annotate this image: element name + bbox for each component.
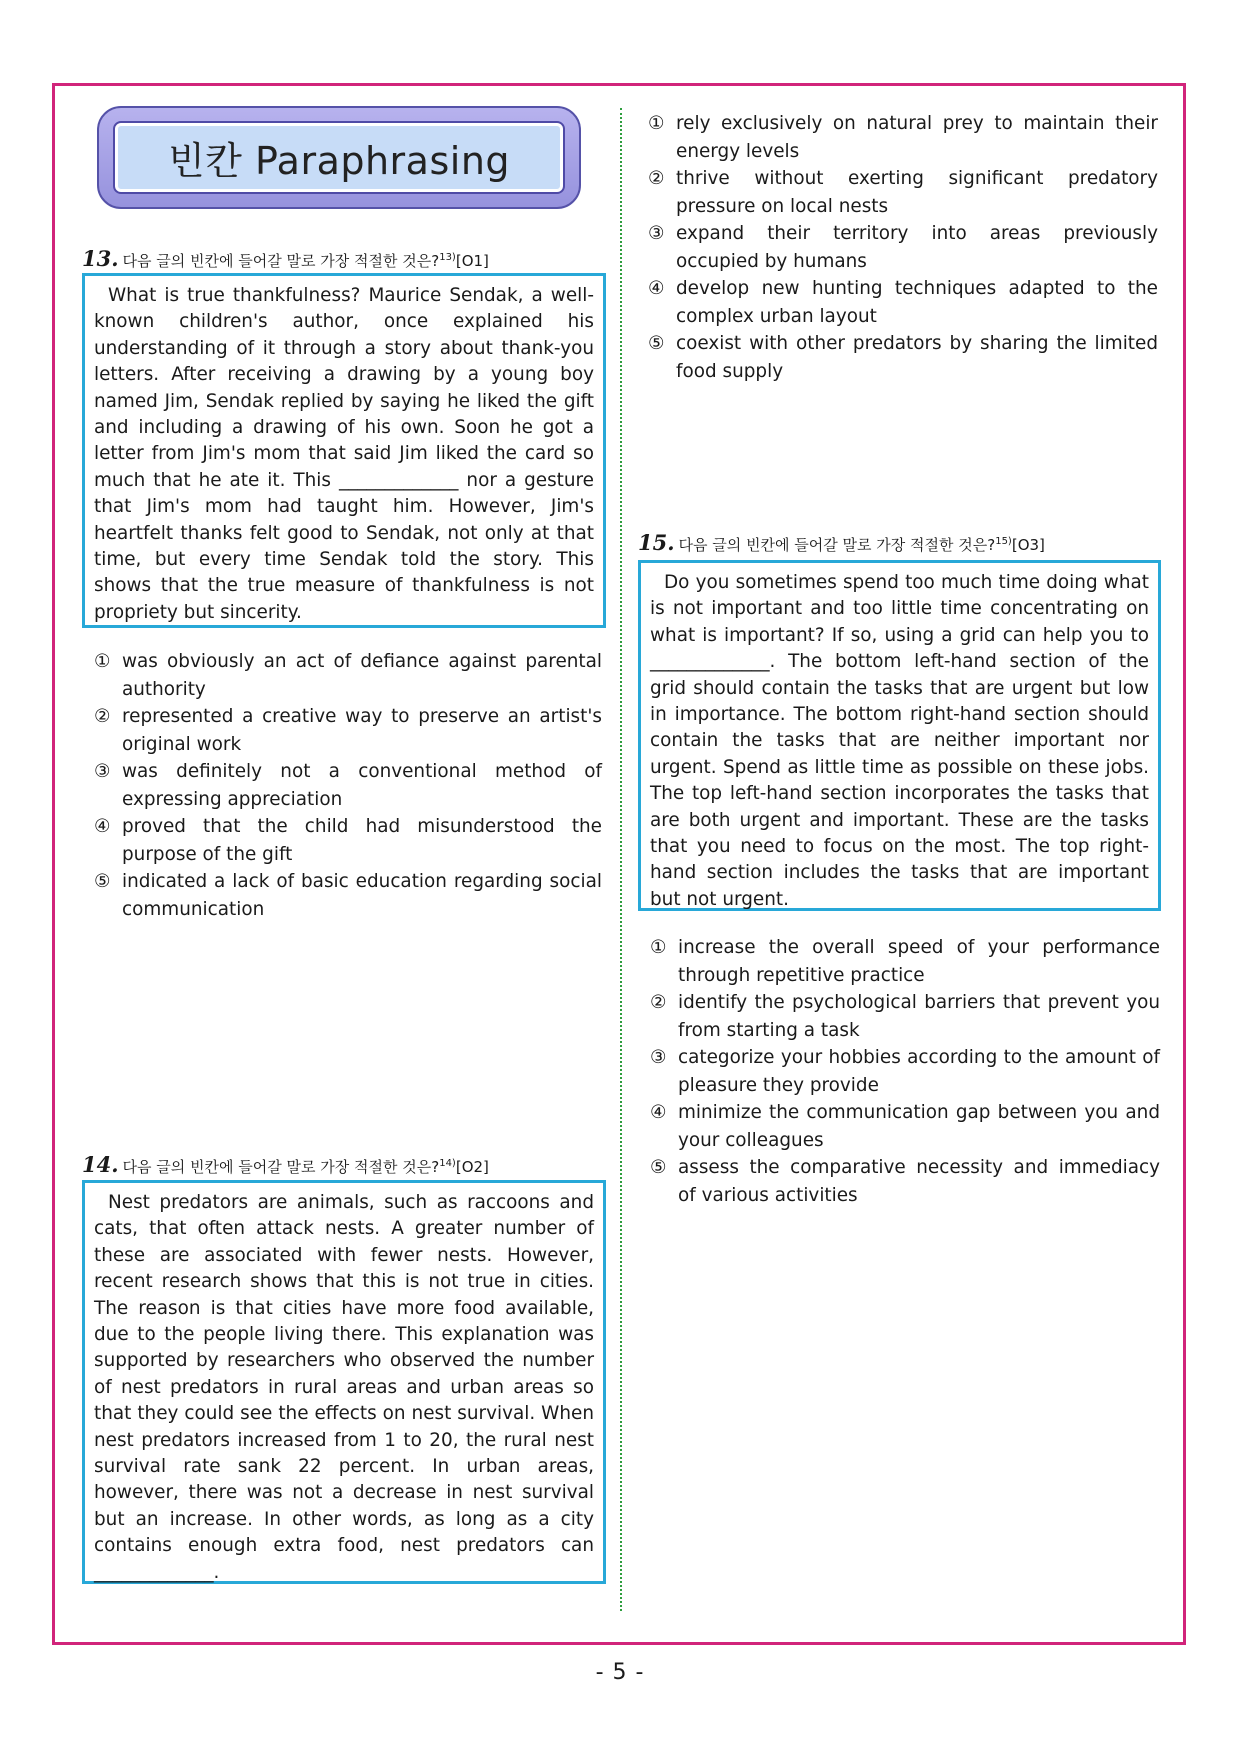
option-text: assess the comparative necessity and immediacy of various activities bbox=[678, 1157, 1160, 1206]
option-text: proved that the child had misunderstood the purpose of the gift bbox=[122, 816, 602, 865]
option-text: identify the psychological barriers that prevent you from starting a task bbox=[678, 992, 1160, 1041]
option-3[interactable] bbox=[648, 220, 1158, 275]
question-14-passage: Nest predators are animals, such as raccoons and cats, that often attack nests. A greater number of these are associated with fewer nests. However, recent research shows that this is not true in cities. The reason is that cities have more food available, due to the people living there. This explanation was supported by researchers who observed the number of nest predators in rural areas and urban areas so that they could see the effects on nest survival. When nest predators increased from 1 to 20, the rural nest survival rate sank 22 percent. In urban areas, however, there was not a decrease in nest survival but an increase. In other words, as long as a city contains enough extra food, nest predators can _____________. bbox=[94, 1192, 594, 1583]
option-1[interactable] bbox=[650, 934, 1160, 989]
option-mark: ③ bbox=[648, 223, 665, 244]
question-ref-code: [O1] bbox=[455, 252, 489, 270]
option-2[interactable] bbox=[650, 989, 1160, 1044]
option-4[interactable] bbox=[648, 275, 1158, 330]
option-mark: ④ bbox=[94, 816, 111, 837]
question-number: 13. bbox=[82, 246, 119, 271]
column-divider bbox=[620, 108, 622, 1611]
option-text: minimize the communication gap between you and your colleagues bbox=[678, 1102, 1160, 1151]
question-13-heading bbox=[82, 246, 489, 271]
question-15-heading bbox=[638, 530, 1045, 555]
option-mark: ⑤ bbox=[650, 1157, 667, 1178]
option-mark: ③ bbox=[650, 1047, 667, 1068]
question-14-passage-box bbox=[82, 1180, 606, 1584]
question-ref-code: [O2] bbox=[455, 1158, 489, 1176]
option-5[interactable] bbox=[94, 868, 602, 923]
option-4[interactable] bbox=[94, 813, 602, 868]
option-2[interactable] bbox=[648, 165, 1158, 220]
option-text: represented a creative way to preserve an artist's original work bbox=[122, 706, 602, 755]
question-number: 14. bbox=[82, 1152, 119, 1177]
option-1[interactable] bbox=[648, 110, 1158, 165]
option-mark: ③ bbox=[94, 761, 111, 782]
question-prompt: 다음 글의 빈칸에 들어갈 말로 가장 적절한 것은? bbox=[122, 1158, 440, 1176]
question-15-options bbox=[650, 934, 1160, 1209]
option-text: expand their territory into areas previously occupied by humans bbox=[676, 223, 1158, 272]
page-number: - 5 - bbox=[595, 1660, 645, 1685]
question-prompt: 다음 글의 빈칸에 들어갈 말로 가장 적절한 것은? bbox=[122, 252, 440, 270]
section-title-plate bbox=[115, 123, 563, 192]
question-13-passage: What is true thankfulness? Maurice Sendak, a well-known children's author, once explained his understanding of it through a story about thank-you letters. After receiving a drawing by a young boy named Jim, Sendak replied by saying he liked the gift and including a drawing of his own. Soon he got a letter from Jim's mom that said Jim liked the card so much that he ate it. This _____________ nor a gesture that Jim's mom had taught him. However, Jim's heartfelt thanks felt good to Sendak, not only at that time, but every time Sendak told the story. This shows that the true measure of thankfulness is not propriety but sincerity. bbox=[94, 285, 594, 623]
option-3[interactable] bbox=[650, 1044, 1160, 1099]
option-text: increase the overall speed of your performance through repetitive practice bbox=[678, 937, 1160, 986]
option-4[interactable] bbox=[650, 1099, 1160, 1154]
question-prompt: 다음 글의 빈칸에 들어갈 말로 가장 적절한 것은? bbox=[678, 536, 996, 554]
section-title-banner bbox=[97, 106, 581, 209]
option-mark: ② bbox=[94, 706, 111, 727]
option-1[interactable] bbox=[94, 648, 602, 703]
question-14-options bbox=[648, 110, 1158, 385]
option-3[interactable] bbox=[94, 758, 602, 813]
question-ref-footnote: 13) bbox=[439, 252, 456, 263]
question-13-passage-box bbox=[82, 273, 606, 628]
option-mark: ⑤ bbox=[648, 333, 665, 354]
option-5[interactable] bbox=[648, 330, 1158, 385]
option-mark: ② bbox=[648, 168, 665, 189]
option-mark: ⑤ bbox=[94, 871, 111, 892]
option-text: develop new hunting techniques adapted to the complex urban layout bbox=[676, 278, 1158, 327]
option-mark: ② bbox=[650, 992, 667, 1013]
option-text: thrive without exerting significant predatory pressure on local nests bbox=[676, 168, 1158, 217]
option-text: categorize your hobbies according to the amount of pleasure they provide bbox=[678, 1047, 1160, 1096]
option-text: coexist with other predators by sharing the limited food supply bbox=[676, 333, 1158, 382]
option-mark: ④ bbox=[648, 278, 665, 299]
option-mark: ④ bbox=[650, 1102, 667, 1123]
option-5[interactable] bbox=[650, 1154, 1160, 1209]
option-mark: ① bbox=[650, 937, 667, 958]
option-2[interactable] bbox=[94, 703, 602, 758]
question-ref-footnote: 14) bbox=[439, 1158, 456, 1169]
question-ref-code: [O3] bbox=[1011, 536, 1045, 554]
option-mark: ① bbox=[94, 651, 111, 672]
question-ref-footnote: 15) bbox=[995, 536, 1012, 547]
option-mark: ① bbox=[648, 113, 665, 134]
question-15-passage: Do you sometimes spend too much time doing what is not important and too little time concentrating on what is important? If so, using a grid can help you to _____________. The bottom left-hand section of the grid should contain the tasks that are urgent but low in importance. The bottom right-hand section should contain the tasks that are neither important nor urgent. Spend as little time as possible on these jobs. The top left-hand section incorporates the tasks that are both urgent and important. These are the tasks that you need to focus on the most. The top right-hand section includes the tasks that are important but not urgent. bbox=[650, 572, 1149, 910]
option-text: was obviously an act of defiance against parental authority bbox=[122, 651, 602, 700]
option-text: rely exclusively on natural prey to maintain their energy levels bbox=[676, 113, 1158, 162]
question-14-heading bbox=[82, 1152, 489, 1177]
option-text: indicated a lack of basic education regarding social communication bbox=[122, 871, 602, 920]
question-number: 15. bbox=[638, 530, 675, 555]
section-title: 빈칸 Paraphrasing bbox=[167, 139, 511, 183]
option-text: was definitely not a conventional method of expressing appreciation bbox=[122, 761, 602, 810]
question-15-passage-box bbox=[638, 560, 1161, 911]
question-13-options bbox=[94, 648, 602, 923]
